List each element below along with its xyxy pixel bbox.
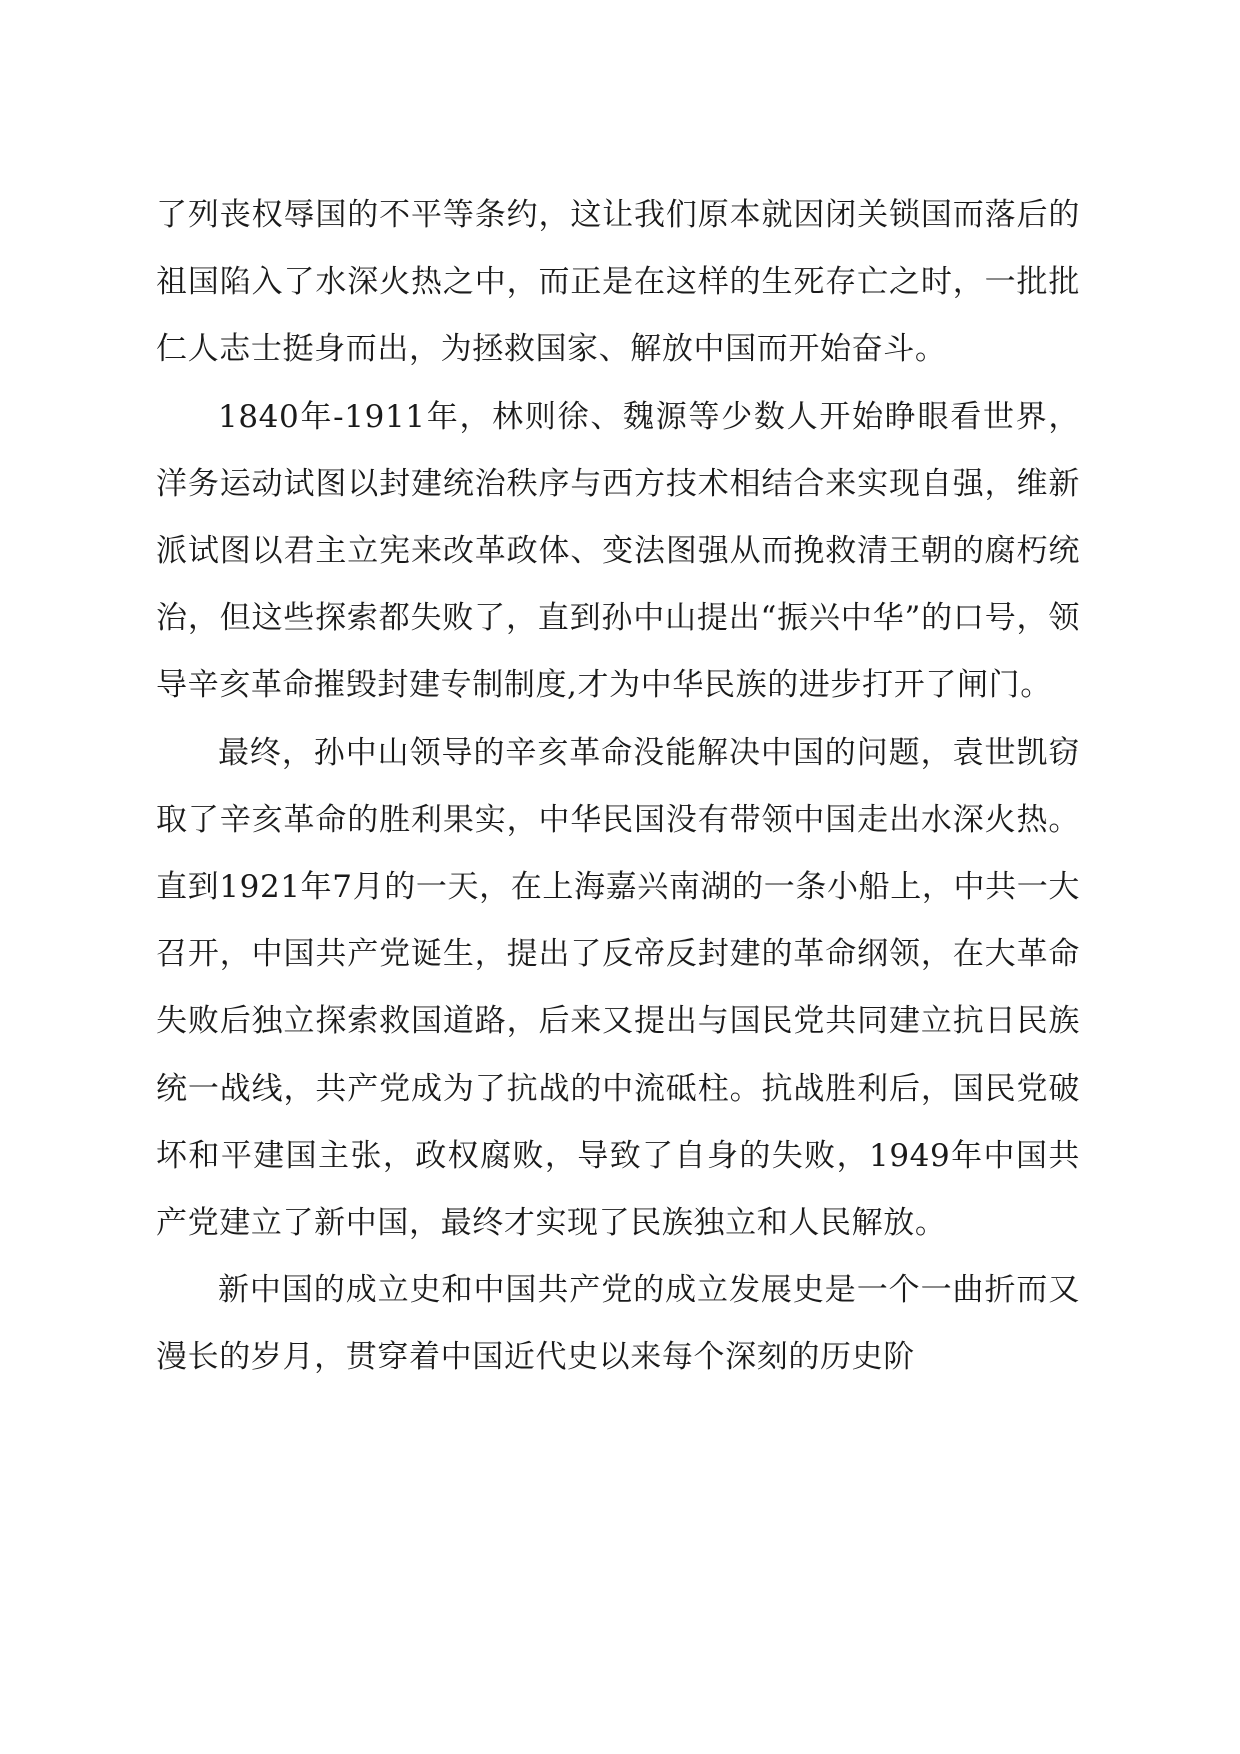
paragraph-1: 了列丧权辱国的不平等条约，这让我们原本就因闭关锁国而落后的祖国陷入了水深火热之中，而正是在这样的生死存亡之时，一批批仁人志士挺身而出，为拯救国家、解放中国而开始奋斗。: [156, 197, 1080, 368]
paragraph-3: 最终，孙中山领导的辛亥革命没能解决中国的问题，袁世凯窃取了辛亥革命的胜利果实，中华民国没有带领中国走出水深火热。直到1921年7月的一天，在上海嘉兴南湖的一条小船上，中共一大召开，中国共产党诞生，提出了反帝反封建的革命纲领，在大革命失败后独立探索救国道路，后来又提出与国民党共同建立抗日民族统一战线，共产党成为了抗战的中流砥柱。抗战胜利后，国民党破坏和平建国主张，政权腐败，导致了自身的失败，1949年中国共产党建立了新中国，最终才实现了民族独立和人民解放。: [156, 734, 1080, 1242]
paragraph-4: 新中国的成立史和中国共产党的成立发展史是一个一曲折而又漫长的岁月，贯穿着中国近代史以来每个深刻的历史阶: [156, 1272, 1080, 1376]
body-text: [156, 182, 1080, 1392]
paragraph-2: 1840年-1911年，林则徐、魏源等少数人开始睁眼看世界，洋务运动试图以封建统治秩序与西方技术相结合来实现自强，维新派试图以君主立宪来改革政体、变法图强从而挽救清王朝的腐朽统治，但这些探索都失败了，直到孙中山提出“振兴中华”的口号，领导辛亥革命摧毁封建专制制度,才为中华民族的进步打开了闸门。: [156, 398, 1080, 704]
